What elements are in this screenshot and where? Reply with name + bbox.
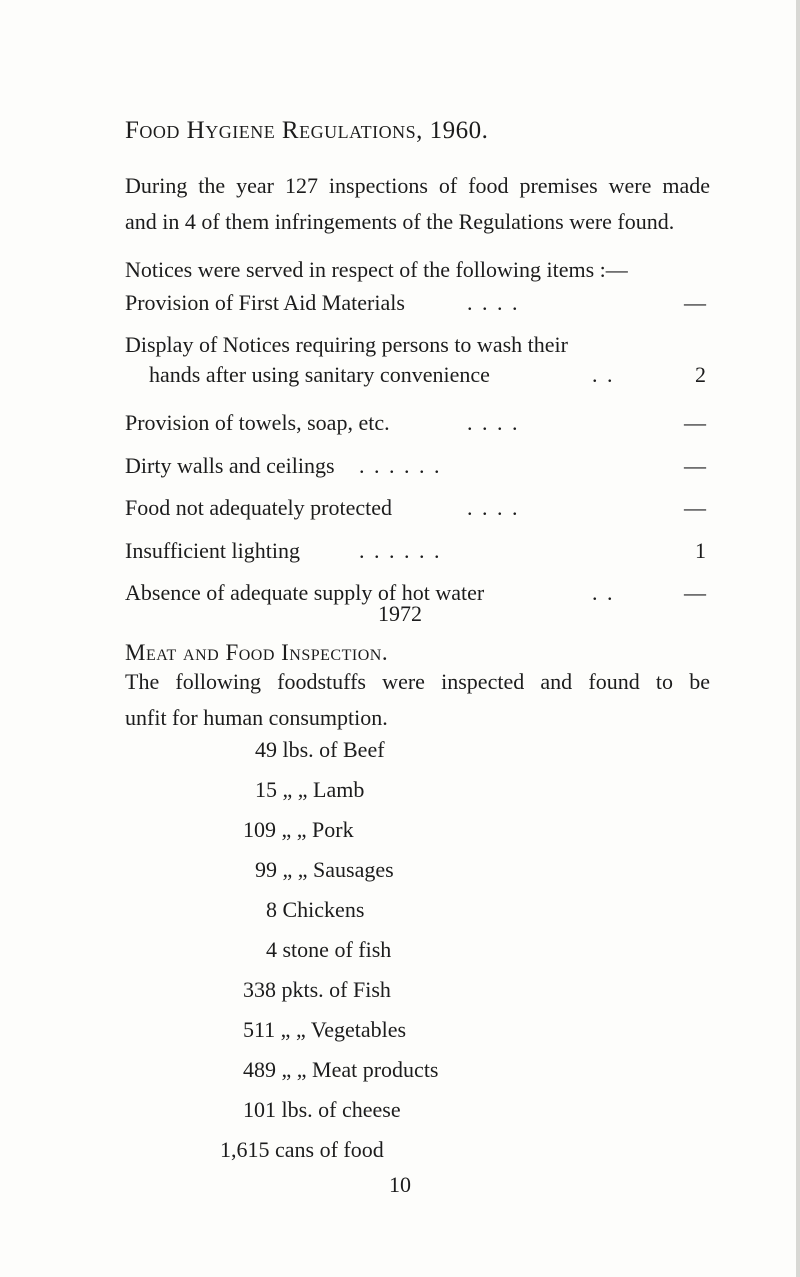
leader-dots: . . . . (467, 410, 520, 435)
year-heading: 1972 (378, 601, 422, 626)
notice-label: Absence of adequate supply of hot water (125, 580, 485, 605)
paragraph-unfit-line2: unfit for human consumption. (125, 705, 388, 730)
section-heading-meat-food: Meat and Food Inspection. (125, 640, 389, 665)
foodstuff-item: 4 stone of fish (266, 937, 392, 962)
notice-row (125, 405, 710, 441)
leader-dots: . . . . (467, 290, 520, 315)
paragraph-inspections-line1: During the year 127 inspections of food premises were made (125, 173, 710, 198)
foodstuff-item: 15 „ „ Lamb (255, 777, 365, 802)
paragraph-unfit-line1: The following foodstuffs were inspected and found to be (125, 669, 710, 694)
notice-label: hands after using sanitary convenience (149, 362, 490, 387)
foodstuff-item: 49 lbs. of Beef (255, 737, 385, 762)
leader-dots: . . (592, 362, 615, 387)
notice-value: — (684, 580, 706, 605)
notices-intro: Notices were served in respect of the following items :— (125, 257, 628, 282)
notice-value: 1 (695, 538, 706, 563)
foodstuff-item: 1,615 cans of food (220, 1137, 384, 1162)
notice-value: 2 (695, 362, 706, 387)
notice-value: — (684, 290, 706, 315)
notice-row (125, 285, 710, 321)
leader-dots: . . . . . . (359, 538, 442, 563)
notice-label: Food not adequately protected (125, 495, 392, 520)
paragraph-inspections-line2: and in 4 of them infringements of the Regulations were found. (125, 209, 675, 234)
leader-dots: . . . . (467, 495, 520, 520)
foodstuff-item: 338 pkts. of Fish (243, 977, 391, 1002)
notice-label: Provision of towels, soap, etc. (125, 410, 390, 435)
foodstuff-item: 99 „ „ Sausages (255, 857, 394, 882)
foodstuff-item: 511 „ „ Vegetables (243, 1017, 407, 1042)
notice-row (125, 490, 710, 526)
notice-row (125, 533, 710, 569)
notice-value: — (684, 495, 706, 520)
notice-row (125, 357, 710, 393)
leader-dots: . . . . . . (359, 453, 442, 478)
section-heading-food-hygiene: Food Hygiene Regulations, 1960. (125, 117, 489, 144)
notice-label: Provision of First Aid Materials (125, 290, 405, 315)
foodstuff-item: 489 „ „ Meat products (243, 1057, 439, 1082)
notice-value: — (684, 410, 706, 435)
foodstuff-item: 101 lbs. of cheese (243, 1097, 401, 1122)
notice-label: Display of Notices requiring persons to wash their (125, 332, 568, 357)
leader-dots: . . (592, 580, 615, 605)
page-edge-shadow (796, 0, 800, 1277)
notice-row (125, 448, 710, 484)
page-number: 10 (389, 1172, 411, 1197)
notice-label: Dirty walls and ceilings (125, 453, 335, 478)
notice-value: — (684, 453, 706, 478)
foodstuff-item: 8 Chickens (266, 897, 365, 922)
foodstuff-item: 109 „ „ Pork (243, 817, 354, 842)
notice-label: Insufficient lighting (125, 538, 300, 563)
